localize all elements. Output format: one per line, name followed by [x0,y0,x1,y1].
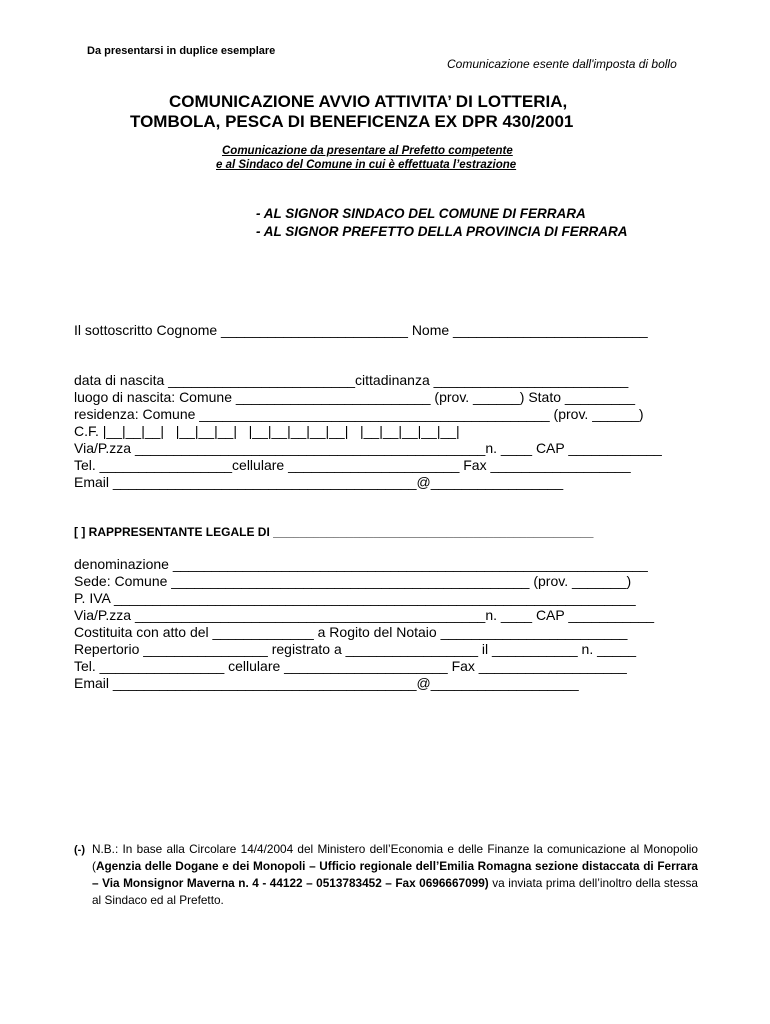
applicant-residence-line[interactable]: residenza: Comune _____________________________________________ (prov. ______) [74,406,644,422]
subtitle-line-2: e al Sindaco del Comune in cui è effettuata l’estrazione [216,159,517,171]
footnote-text [92,841,698,909]
applicant-email-line[interactable]: Email _______________________________________@_________________ [74,474,564,490]
footnote-agency: Agenzia delle Dogane e dei Monopoli – Ufficio regionale dell’Emilia Romagna sezione distaccata di Ferrara – Via Monsignor Maverna n. 4 - 44122 – 0513783452 – Fax 0696667099) [92,859,698,890]
applicant-birth-line[interactable]: data di nascita ________________________cittadinanza _________________________ [74,372,629,388]
company-denomination-line[interactable]: denominazione _____________________________________________________________ [74,556,648,572]
recipient-mayor: - AL SIGNOR SINDACO DEL COMUNE DI FERRARA [256,206,586,221]
applicant-name-line[interactable]: Il sottoscritto Cognome ________________________ Nome _________________________ [74,322,648,338]
applicant-birthplace-line[interactable]: luogo di nascita: Comune _________________________ (prov. ______) Stato _________ [74,389,635,405]
applicant-phone-line[interactable]: Tel. _________________cellulare ______________________ Fax __________________ [74,457,631,473]
footnote-mark: (-) [74,844,85,856]
footnote-outro: va inviata prima dell’inoltro della stessa al Sindaco ed al Prefetto. [92,876,698,907]
copies-note: Da presentarsi in duplice esemplare [87,45,276,57]
company-register-line[interactable]: Repertorio ________________ registrato a _________________ il ___________ n. _____ [74,641,637,657]
legal-representative-heading[interactable]: [ ] RAPPRESENTANTE LEGALE DI ________________________________________________ [74,525,594,539]
footnote-intro: N.B.: In base alla Circolare 14/4/2004 del Ministero dell’Economia e delle Finanze la comunicazione al Monopolio ( [92,842,698,873]
recipient-prefect: - AL SIGNOR PREFETTO DELLA PROVINCIA DI FERRARA [256,224,628,239]
subtitle-line-1: Comunicazione da presentare al Prefetto competente [222,145,513,157]
applicant-address-line[interactable]: Via/P.zza _____________________________________________n. ____ CAP ____________ [74,440,662,456]
form-title-line-2: TOMBOLA, PESCA DI BENEFICENZA EX DPR 430/2001 [130,112,574,131]
applicant-tax-code-line[interactable]: C.F. |__|__|__| |__|__|__| |__|__|__|__|__| |__|__|__|__|__| [74,423,460,439]
company-seat-line[interactable]: Sede: Comune ______________________________________________ (prov. _______) [74,573,632,589]
stamp-exempt-note: Comunicazione esente dall'imposta di bollo [447,57,677,71]
form-title-line-1: COMUNICAZIONE AVVIO ATTIVITA’ DI LOTTERIA, [169,92,568,111]
company-email-line[interactable]: Email _______________________________________@___________________ [74,675,579,691]
company-vat-line[interactable]: P. IVA ___________________________________________________________________ [74,590,636,606]
company-phone-line[interactable]: Tel. ________________ cellulare _____________________ Fax ___________________ [74,658,627,674]
company-address-line[interactable]: Via/P.zza _____________________________________________n. ____ CAP ___________ [74,607,655,623]
company-deed-line[interactable]: Costituita con atto del _____________ a Rogito del Notaio ________________________ [74,624,628,640]
